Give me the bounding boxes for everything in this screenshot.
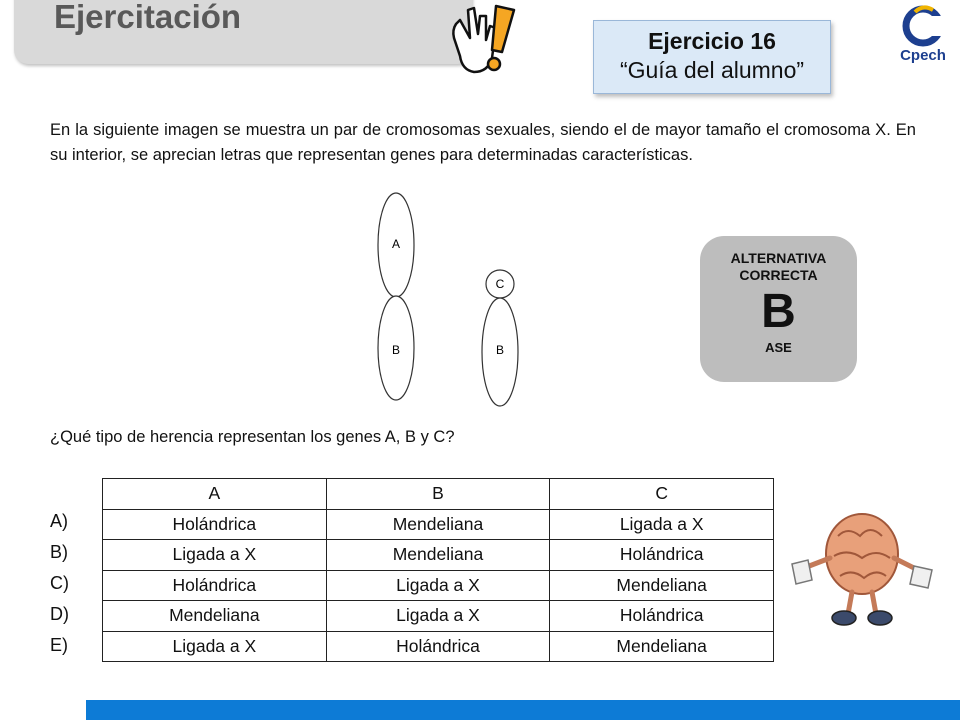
table-cell: Holándrica [550, 540, 774, 571]
table-cell: Holándrica [550, 601, 774, 632]
table-cell: Mendeliana [326, 509, 550, 540]
option-letter-b[interactable]: B) [50, 542, 68, 562]
question-text: ¿Qué tipo de herencia representan los genes A, B y C? [50, 428, 455, 446]
table-cell: Holándrica [103, 570, 327, 601]
answer-code: ASE [765, 340, 792, 355]
table-cell: Ligada a X [326, 570, 550, 601]
brain-character-icon [790, 506, 935, 631]
table-row[interactable] [103, 601, 774, 632]
gene-label-y-c: C [495, 277, 505, 291]
table-cell: Holándrica [326, 631, 550, 662]
option-letter-c[interactable]: C) [50, 573, 69, 593]
intro-text: En la siguiente imagen se muestra un par de cromosomas sexuales, siendo el de mayor tamaño el cromosoma X. En su interior, se aprecian letras que representan genes para determinadas características. [50, 121, 916, 164]
table-cell: Mendeliana [550, 631, 774, 662]
gene-label-x-b: B [391, 343, 401, 357]
correct-answer-box [700, 236, 857, 382]
exercise-subtitle: “Guía del alumno” [619, 57, 805, 83]
exercise-title: Ejercicio 16 [648, 28, 776, 54]
exercise-box [593, 20, 831, 94]
table-row[interactable] [103, 570, 774, 601]
title-bar [14, 0, 472, 64]
answer-label-line2: CORRECTA [739, 267, 818, 283]
bottom-accent-bar [86, 700, 960, 720]
column-header-a: A [103, 479, 327, 510]
table-cell: Mendeliana [326, 540, 550, 571]
option-letter-a[interactable]: A) [50, 511, 68, 531]
column-header-c: C [550, 479, 774, 510]
gene-label-y-b: B [495, 343, 505, 357]
logo-text: Cpech [900, 47, 946, 64]
column-header-b: B [326, 479, 550, 510]
option-letter-e[interactable]: E) [50, 635, 68, 655]
table-header-row [103, 479, 774, 510]
answer-label-line1: ALTERNATIVA [730, 250, 827, 266]
table-cell: Ligada a X [550, 509, 774, 540]
pointing-hand-exclamation-icon [446, 0, 526, 80]
cpech-logo [893, 2, 953, 64]
table-cell: Ligada a X [103, 631, 327, 662]
answer-letter: B [761, 285, 796, 338]
answers-table [102, 478, 774, 662]
chromosome-diagram [370, 190, 530, 408]
table-row[interactable] [103, 509, 774, 540]
table-row[interactable] [103, 631, 774, 662]
table-row[interactable] [103, 540, 774, 571]
table-cell: Ligada a X [326, 601, 550, 632]
table-cell: Mendeliana [550, 570, 774, 601]
table-cell: Holándrica [103, 509, 327, 540]
cpech-logo-icon [893, 2, 953, 64]
table-cell: Mendeliana [103, 601, 327, 632]
option-letter-d[interactable]: D) [50, 604, 69, 624]
page-title: Ejercitación [54, 0, 242, 35]
table-cell: Ligada a X [103, 540, 327, 571]
gene-label-x-a: A [391, 237, 401, 251]
